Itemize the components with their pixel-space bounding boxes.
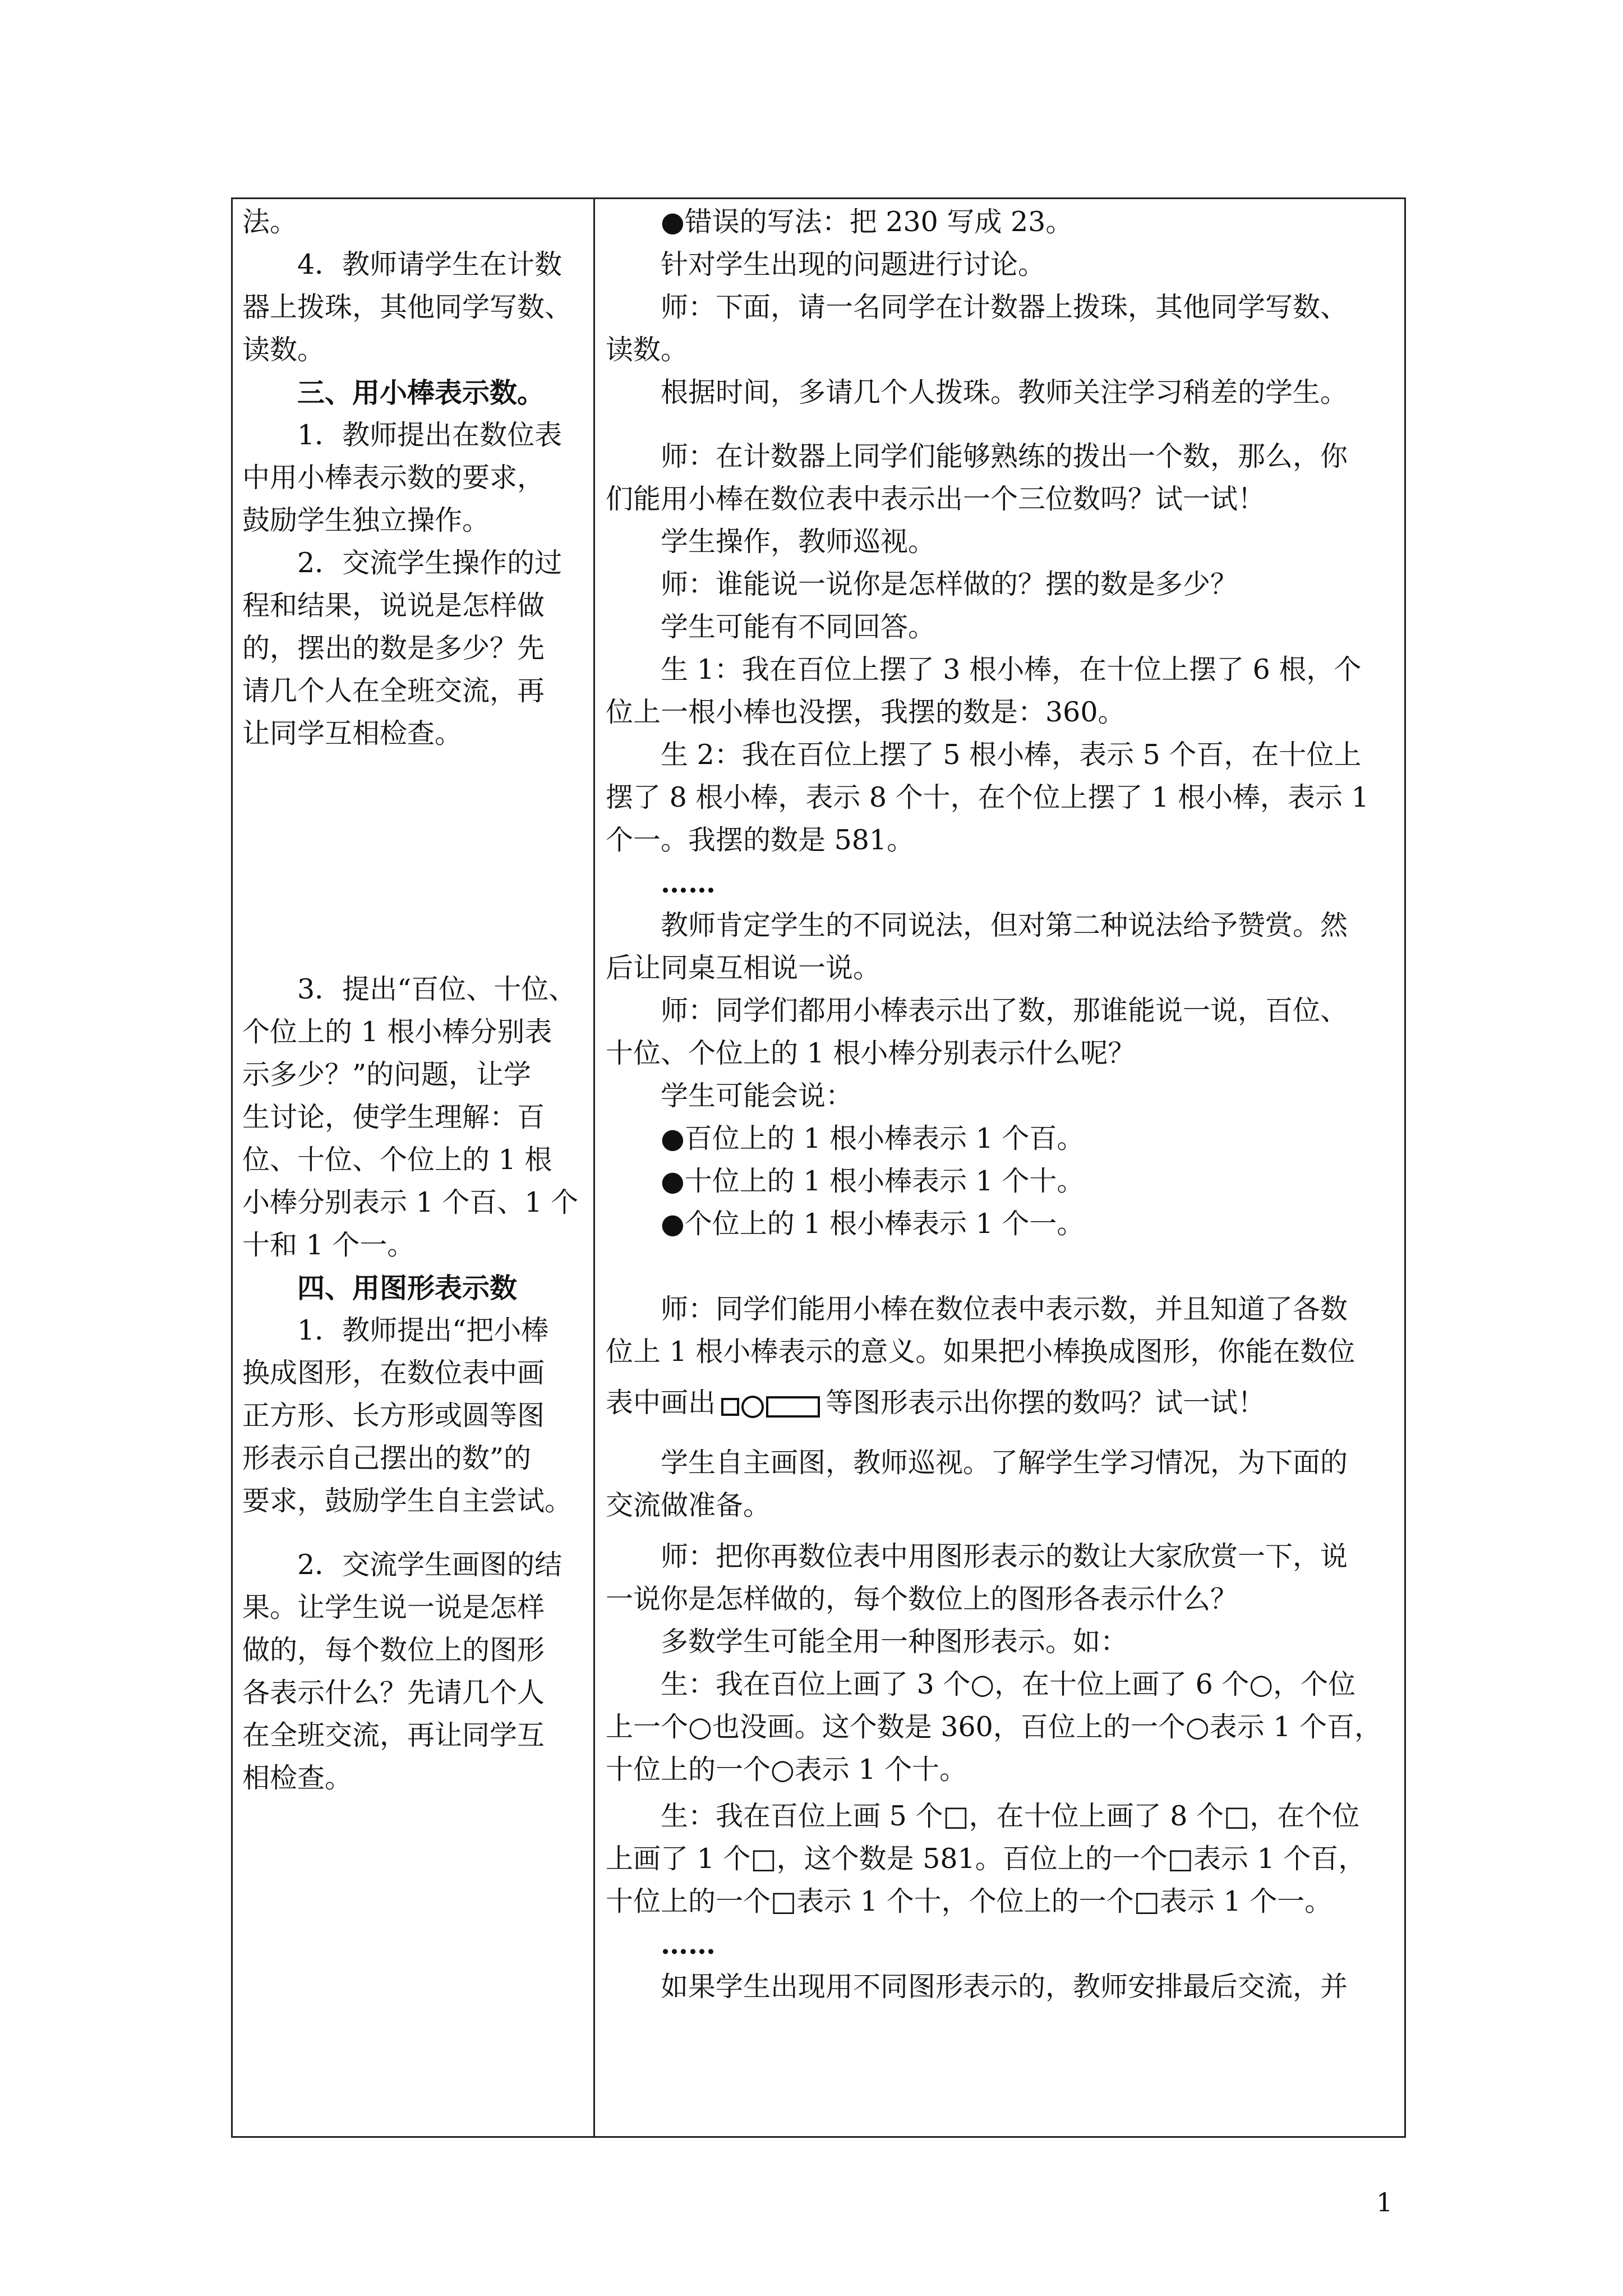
line-text: 十位、个位上的 1 根小棒分别表示什么呢？ <box>606 1037 1136 1069</box>
process-line <box>606 776 1369 819</box>
process-line <box>661 904 1348 947</box>
square-icon <box>721 1398 739 1416</box>
line-text: 十和 1 个一。 <box>242 1229 415 1261</box>
process-line <box>661 1621 1128 1663</box>
column-divider <box>593 197 595 2138</box>
activity-line <box>242 1181 578 1224</box>
line-text: 果。让学生说一说是怎样 <box>242 1591 545 1623</box>
line-text: 形表示自己摆出的数”的 <box>242 1442 532 1474</box>
process-line <box>606 1706 1382 1749</box>
activity-line <box>242 670 545 712</box>
line-text: 学生自主画图，教师巡视。了解学生学习情况，为下面的 <box>661 1446 1348 1479</box>
process-line <box>661 286 1348 329</box>
activity-line <box>242 1757 352 1800</box>
activity-line <box>297 542 562 585</box>
activity-line <box>242 1714 545 1757</box>
process-line <box>661 1663 1355 1706</box>
line-text: 生 1：我在百位上摆了 3 根小棒，在十位上摆了 6 根，个 <box>661 654 1362 685</box>
process-line <box>606 1838 1366 1880</box>
process-line <box>661 1795 1359 1838</box>
process-line <box>606 478 1265 521</box>
line-text: 做的，每个数位上的图形 <box>242 1634 545 1666</box>
activity-line <box>242 1352 545 1395</box>
process-line <box>661 563 1238 606</box>
line-text: 师：同学们都用小棒表示出了数，那谁能说一说，百位、 <box>661 995 1348 1027</box>
line-text: 上一个○也没画。这个数是 360，百位上的一个○表示 1 个百， <box>606 1710 1382 1743</box>
process-line <box>606 329 688 371</box>
line-text: …… <box>661 1928 716 1961</box>
line-text: 个位上的 1 根小棒分别表 <box>242 1016 552 1048</box>
line-text: 正方形、长方形或圆等图 <box>242 1400 545 1432</box>
line-text: 示多少？”的问题，让学 <box>242 1059 532 1091</box>
line-text: 法。 <box>242 206 298 238</box>
process-line <box>661 1442 1348 1484</box>
line-text: 师：同学们能用小棒在数位表中表示数，并且知道了各数 <box>661 1293 1348 1325</box>
process-line <box>606 1484 771 1527</box>
line-text: 教师肯定学生的不同说法，但对第二种说法给予赞赏。然 <box>661 909 1348 941</box>
activity-line <box>242 201 297 243</box>
line-text: 生：我在百位上画了 3 个○，在十位上画了 6 个○，个位 <box>661 1668 1356 1700</box>
process-line <box>661 862 716 904</box>
line-text: 生：我在百位上画 5 个□，在十位上画了 8 个□，在个位 <box>661 1800 1360 1833</box>
process-line <box>606 1578 1238 1621</box>
activity-line <box>242 1437 531 1480</box>
activity-line <box>242 329 325 371</box>
line-text: 生 2：我在百位上摆了 5 根小棒，表示 5 个百，在十位上 <box>661 739 1362 771</box>
line-text-after: 等图形表示出你摆的数吗？试一试！ <box>826 1387 1266 1419</box>
line-text: 后让同桌互相说一说。 <box>606 952 881 984</box>
line-text: 位上 1 根小棒表示的意义。如果把小棒换成图形，你能在数位 <box>606 1336 1355 1368</box>
line-text: 要求，鼓励学生自主尝试。 <box>242 1485 573 1517</box>
page-number: 1 <box>1376 2187 1393 2217</box>
activity-line <box>297 414 562 457</box>
line-text: 三、用小棒表示数。 <box>297 376 545 409</box>
process-line <box>661 435 1348 478</box>
line-text: 4．教师请学生在计数 <box>297 249 562 280</box>
process-line <box>661 1923 716 1966</box>
activity-line <box>297 1309 548 1352</box>
line-text: 学生可能会说： <box>661 1080 854 1112</box>
process-line <box>606 1032 1135 1075</box>
activity-line <box>242 585 545 627</box>
activity-line <box>242 1672 545 1714</box>
line-text: 读数。 <box>606 334 689 366</box>
process-line <box>606 947 880 990</box>
line-text: 中用小棒表示数的要求， <box>242 462 545 494</box>
activity-line <box>242 1096 545 1139</box>
line-text: 十位上的一个□表示 1 个十，个位上的一个□表示 1 个一。 <box>606 1885 1332 1918</box>
line-text: 一说你是怎样做的，每个数位上的图形各表示什么？ <box>606 1582 1238 1615</box>
line-text: 相检查。 <box>242 1762 353 1794</box>
activity-line <box>242 1053 531 1096</box>
activity-line <box>242 1629 545 1672</box>
line-text: ●十位上的 1 根小棒表示 1 个十。 <box>661 1165 1085 1197</box>
line-text: 根据时间，多请几个人拨珠。教师关注学习稍差的学生。 <box>661 376 1348 408</box>
line-text: 程和结果，说说是怎样做 <box>242 590 545 622</box>
line-text: 师：谁能说一说你是怎样做的？摆的数是多少？ <box>661 568 1238 600</box>
activity-line <box>297 1544 562 1586</box>
line-text: 1．教师提出在数位表 <box>297 419 562 451</box>
activity-line <box>242 1011 552 1053</box>
line-text: 生讨论，使学生理解：百 <box>242 1101 545 1133</box>
line-text: 上画了 1 个□，这个数是 581。百位上的一个□表示 1 个百， <box>606 1843 1366 1875</box>
activity-line <box>242 1586 545 1629</box>
line-text: 2．交流学生操作的过 <box>297 547 562 579</box>
activity-line <box>242 1224 414 1267</box>
process-line <box>661 201 1073 243</box>
activity-line <box>242 286 572 329</box>
line-text: …… <box>661 867 716 899</box>
process-line <box>661 990 1348 1032</box>
line-text: ●错误的写法：把 230 写成 23。 <box>661 206 1073 238</box>
process-line <box>661 521 935 563</box>
line-text: 摆了 8 根小棒，表示 8 个十，在个位上摆了 1 根小棒，表示 1 <box>606 781 1369 813</box>
line-text: 3．提出“百位、十位、 <box>297 973 577 1005</box>
line-text: 学生操作，教师巡视。 <box>661 526 936 558</box>
line-text: 们能用小棒在数位表中表示出一个三位数吗？试一试！ <box>606 483 1266 515</box>
line-text: 四、用图形表示数 <box>297 1272 518 1304</box>
process-line <box>606 1382 1265 1427</box>
activity-line <box>297 968 576 1011</box>
process-line <box>606 691 1126 734</box>
process-line <box>661 648 1361 691</box>
process-line <box>661 734 1361 776</box>
line-text: 个一。我摆的数是 581。 <box>606 824 915 856</box>
process-line <box>661 1075 853 1117</box>
process-line <box>661 1160 1084 1203</box>
process-line <box>606 1880 1332 1923</box>
activity-line <box>242 1139 552 1181</box>
line-text: 换成图形，在数位表中画 <box>242 1357 545 1389</box>
process-line <box>661 1203 1084 1245</box>
line-text: 十位上的一个○表示 1 个十。 <box>606 1753 967 1786</box>
rectangle-icon <box>766 1396 820 1418</box>
line-text: 各表示什么？先请几个人 <box>242 1677 545 1709</box>
activity-line <box>242 712 462 755</box>
line-text: 学生可能有不同回答。 <box>661 611 936 643</box>
line-text: 表中画出 <box>606 1387 716 1419</box>
circle-icon <box>741 1396 764 1418</box>
line-text: 小棒分别表示 1 个百、1 个 <box>242 1186 579 1218</box>
line-text: 读数。 <box>242 334 325 366</box>
line-text: 交流做准备。 <box>606 1489 771 1521</box>
process-line <box>661 371 1348 414</box>
process-line <box>661 1117 1084 1160</box>
line-text: 位上一根小棒也没摆，我摆的数是：360。 <box>606 696 1126 728</box>
activity-line <box>242 457 545 499</box>
activity-line <box>297 243 562 286</box>
process-line <box>661 606 935 648</box>
line-text: 师：在计数器上同学们能够熟练的拨出一个数，那么，你 <box>661 440 1348 472</box>
process-line <box>606 1749 967 1791</box>
activity-line <box>242 1480 572 1522</box>
activity-line <box>242 627 545 670</box>
line-text: 器上拨珠，其他同学写数、 <box>242 291 573 323</box>
line-text: 如果学生出现用不同图形表示的，教师安排最后交流，并 <box>661 1971 1348 2003</box>
activity-line <box>297 371 545 414</box>
line-text: ●个位上的 1 根小棒表示 1 个一。 <box>661 1208 1085 1240</box>
line-text: 在全班交流，再让同学互 <box>242 1719 545 1751</box>
activity-line <box>242 499 490 542</box>
activity-line <box>242 1395 545 1437</box>
line-text: 2．交流学生画图的结 <box>297 1549 562 1581</box>
process-line <box>661 1966 1348 2008</box>
process-line <box>661 243 1045 286</box>
activity-line <box>297 1267 517 1309</box>
line-text: 多数学生可能全用一种图形表示。如： <box>661 1625 1128 1658</box>
line-text: 1．教师提出“把小棒 <box>297 1314 549 1346</box>
process-line <box>661 1535 1348 1578</box>
line-text: 位、十位、个位上的 1 根 <box>242 1144 552 1176</box>
line-text: 针对学生出现的问题进行讨论。 <box>661 249 1046 280</box>
line-text: 请几个人在全班交流，再 <box>242 675 545 707</box>
line-text: ●百位上的 1 根小棒表示 1 个百。 <box>661 1122 1085 1154</box>
line-text: 让同学互相检查。 <box>242 717 463 749</box>
process-line <box>661 1288 1348 1331</box>
line-text: 师：把你再数位表中用图形表示的数让大家欣赏一下，说 <box>661 1540 1348 1572</box>
line-text: 师：下面，请一名同学在计数器上拨珠，其他同学写数、 <box>661 291 1348 323</box>
process-line <box>606 1331 1355 1373</box>
shape-icons <box>721 1384 820 1427</box>
line-text: 的，摆出的数是多少？先 <box>242 632 545 664</box>
process-line <box>606 819 914 862</box>
line-text: 鼓励学生独立操作。 <box>242 504 490 536</box>
